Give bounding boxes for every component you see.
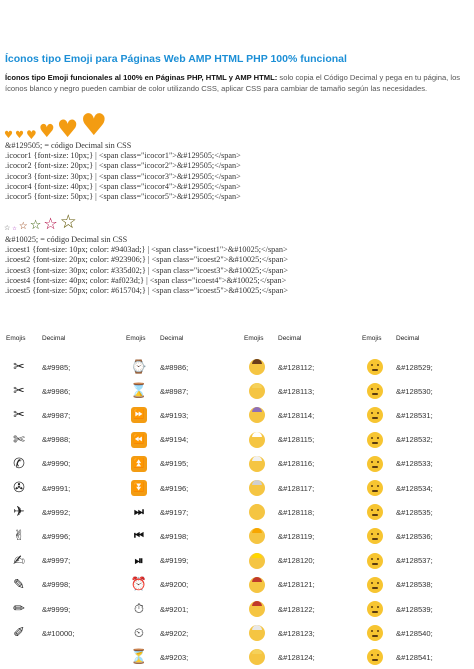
writing-hand-icon: ✍ — [13, 552, 25, 569]
decimal-code: &#128118; — [278, 507, 315, 517]
table-row — [242, 379, 354, 403]
table-row — [4, 452, 116, 476]
table-row — [360, 621, 472, 645]
man-turban-icon-shape — [249, 432, 265, 448]
table-row — [4, 379, 116, 403]
fast-forward-icon — [124, 403, 154, 427]
person-blond-icon-shape — [249, 383, 265, 399]
code-line: .icoest4 {font-size: 40px; color: #af023d;} | <span class="icoest4">&#10025;</span> — [5, 275, 287, 285]
watch-icon-glyph: ⌚ — [130, 359, 148, 375]
stopwatch-icon — [124, 597, 154, 621]
table-row — [124, 645, 236, 669]
table-row — [242, 549, 354, 573]
squinting-face-tongue-icon-shape — [367, 649, 383, 665]
old-woman-icon-shape — [249, 480, 265, 496]
hourglass-icon — [124, 379, 154, 403]
princess-icon — [242, 549, 272, 573]
fast-down-icon — [124, 476, 154, 500]
decimal-code: &#9201; — [160, 604, 189, 614]
code-line: .icoest1 {font-size: 10px; color: #9403ad;} | <span class="icoest1">&#10025;</span> — [5, 245, 288, 255]
decimal-code: &#9992; — [42, 507, 71, 517]
decimal-code: &#9997; — [42, 556, 71, 566]
table-row — [242, 524, 354, 548]
decimal-code: &#128124; — [278, 652, 315, 662]
baby-icon-shape — [249, 504, 265, 520]
star-icon: ☆ — [18, 221, 28, 232]
previous-track-icon — [124, 524, 154, 548]
decimal-code: &#128541; — [396, 652, 433, 662]
construction-worker-icon — [242, 524, 272, 548]
code-line: .icoest5 {font-size: 50px; color: #615704;} | <span class="icoest5">&#10025;</span> — [5, 285, 289, 295]
decimal-code: &#128540; — [396, 628, 433, 638]
decimal-code: &#8987; — [160, 386, 189, 396]
code-line: .icocor2 {font-size: 20px;} | <span class="icocor2">&#129505;</span> — [5, 161, 241, 171]
kissing-closed-eyes-icon-shape — [367, 577, 383, 593]
woman-icon-shape — [249, 359, 265, 375]
ghost-icon — [242, 621, 272, 645]
decimal-code: &#128536; — [396, 531, 433, 541]
fast-reverse-icon — [124, 428, 154, 452]
table-row — [4, 403, 116, 427]
decimal-code: &#9197; — [160, 507, 189, 517]
decimal-column-header: Decimal — [278, 335, 302, 342]
decimal-code: &#9202; — [160, 628, 189, 638]
heart-icon: ♥ — [38, 121, 55, 142]
decimal-code: &#9990; — [42, 459, 71, 469]
emojis-column-header: Emojis — [362, 335, 382, 342]
table-row — [124, 621, 236, 645]
table-row — [360, 573, 472, 597]
table-row — [360, 452, 472, 476]
hourglass-icon-glyph: ⌛ — [130, 383, 148, 400]
table-row — [360, 549, 472, 573]
fast-forward-icon-glyph: ⏩ — [131, 407, 147, 423]
code-line: .icocor4 {font-size: 40px;} | <span class="icocor4">&#129505;</span> — [5, 181, 241, 191]
decimal-code: &#9987; — [42, 410, 71, 420]
table-row — [242, 403, 354, 427]
confounded-face-icon — [360, 476, 390, 500]
table-row — [124, 355, 236, 379]
unamused-face-icon — [360, 379, 390, 403]
table-row — [360, 500, 472, 524]
victory-hand-icon: ✌ — [13, 528, 25, 545]
decimal-code: &#128537; — [396, 556, 433, 566]
fast-up-icon-glyph: ⏫ — [131, 456, 147, 472]
decimal-code: &#128123; — [278, 628, 315, 638]
decimal-code: &#128115; — [278, 435, 315, 445]
intro-paragraph — [5, 72, 465, 94]
decimal-code: &#9200; — [160, 580, 189, 590]
confounded-face-icon-shape — [367, 480, 383, 496]
play-pause-icon — [124, 549, 154, 573]
decimal-code: &#9985; — [42, 362, 71, 372]
old-man-icon-shape — [249, 456, 265, 472]
decimal-code: &#128119; — [278, 531, 315, 541]
table-row — [124, 476, 236, 500]
code-line: .icocor5 {font-size: 50px;} | <span class="icocor5">&#129505;</span> — [5, 191, 241, 201]
decimal-code: &#9198; — [160, 531, 189, 541]
star-icon: ☆ — [12, 226, 17, 232]
person-blond-icon — [242, 379, 272, 403]
star-icon: ☆ — [59, 211, 77, 233]
face-tongue-icon-shape — [367, 601, 383, 617]
woman-icon — [242, 355, 272, 379]
table-row — [4, 500, 116, 524]
pencil-icon: ✎ — [13, 576, 25, 593]
star-icon: ☆ — [43, 214, 58, 233]
table-row — [360, 476, 472, 500]
downcast-face-sweat-icon-shape — [367, 407, 383, 423]
decimal-code: &#128535; — [396, 507, 433, 517]
decimal-code: &#128538; — [396, 580, 433, 590]
decimal-code: &#9199; — [160, 556, 189, 566]
table-row — [242, 355, 354, 379]
winking-face-tongue-icon-shape — [367, 625, 383, 641]
man-cap-icon — [242, 403, 272, 427]
kissing-face-icon — [360, 500, 390, 524]
table-row — [4, 621, 116, 645]
construction-worker-icon-shape — [249, 528, 265, 544]
table-row — [124, 500, 236, 524]
decimal-code: &#128114; — [278, 410, 315, 420]
next-track-icon — [124, 500, 154, 524]
hourglass-flowing-icon — [124, 645, 154, 669]
airplane-icon: ✇ — [13, 480, 25, 496]
decimal-column-header: Decimal — [396, 335, 420, 342]
face-blowing-kiss-icon — [360, 524, 390, 548]
decimal-code: &#9203; — [160, 652, 189, 662]
decimal-code: &#9999; — [42, 604, 71, 614]
decimal-code: &#128532; — [396, 435, 433, 445]
alarm-clock-icon-glyph: ⏰ — [130, 577, 148, 593]
heart-icon: ♥ — [4, 130, 13, 141]
face-tongue-icon — [360, 597, 390, 621]
table-row — [124, 549, 236, 573]
scissors-icon: ✂ — [13, 407, 25, 424]
squinting-face-tongue-icon — [360, 645, 390, 669]
alarm-clock-icon — [124, 573, 154, 597]
unamused-face-icon-shape — [367, 383, 383, 399]
timer-clock-icon — [124, 621, 154, 645]
stars-samples — [4, 212, 77, 232]
man-cap-icon-shape — [249, 407, 265, 423]
star-icon: ☆ — [29, 218, 42, 233]
decimal-code: &#8986; — [160, 362, 189, 372]
intro-bold: Íconos tipo Emoji funcionales al 100% en Páginas PHP, HTML y AMP HTML: — [5, 73, 278, 82]
fast-reverse-icon-glyph: ⏪ — [131, 432, 147, 448]
table-row — [360, 524, 472, 548]
decimal-column-header: Decimal — [42, 335, 66, 342]
decimal-code: &#9194; — [160, 435, 189, 445]
man-turban-icon — [242, 428, 272, 452]
table-row — [124, 597, 236, 621]
decimal-code: &#128539; — [396, 604, 433, 614]
decimal-code: &#128112; — [278, 362, 315, 372]
decimal-code: &#128116; — [278, 459, 315, 469]
table-row — [242, 428, 354, 452]
table-row — [4, 524, 116, 548]
hearts-samples — [4, 108, 108, 143]
table-row — [4, 476, 116, 500]
table-row — [4, 549, 116, 573]
baby-angel-icon — [242, 645, 272, 669]
downcast-face-sweat-icon — [360, 403, 390, 427]
decimal-code: &#128534; — [396, 483, 433, 493]
code-line: &#10025; = código Decimal sin CSS — [5, 235, 128, 244]
old-man-icon — [242, 452, 272, 476]
table-row — [242, 573, 354, 597]
heart-icon: ♥ — [80, 108, 108, 143]
decimal-code: &#9986; — [42, 386, 71, 396]
decimal-code: &#128122; — [278, 604, 315, 614]
telephone-icon: ✆ — [13, 455, 25, 472]
table-row — [360, 379, 472, 403]
hearts-code-block — [5, 141, 241, 202]
heart-icon: ♥ — [14, 130, 24, 141]
unamused-face-icon — [360, 355, 390, 379]
play-pause-icon-glyph: ⏯ — [134, 553, 144, 567]
winking-face-tongue-icon — [360, 621, 390, 645]
watch-icon — [124, 355, 154, 379]
table-row — [242, 500, 354, 524]
pencil-icon: ✏ — [13, 601, 25, 617]
page-title: Íconos tipo Emoji para Páginas Web AMP HTML PHP 100% funcional — [5, 53, 347, 65]
fast-down-icon-glyph: ⏬ — [131, 480, 147, 496]
table-row — [242, 476, 354, 500]
decimal-code: &#128533; — [396, 459, 433, 469]
table-row — [242, 452, 354, 476]
decimal-code: &#10000; — [42, 628, 75, 638]
emojis-column-header: Emojis — [244, 335, 264, 342]
code-line: &#129505; = código Decimal sin CSS — [5, 141, 132, 150]
table-row — [124, 524, 236, 548]
table-row — [4, 573, 116, 597]
goblin-icon-shape — [249, 601, 265, 617]
hourglass-flowing-icon-glyph: ⏳ — [130, 649, 148, 666]
code-line: .icoest3 {font-size: 30px; color: #335d02;} | <span class="icoest3">&#10025;</span> — [5, 265, 289, 275]
airplane-icon: ✈ — [13, 504, 25, 521]
scissors-icon: ✂ — [13, 383, 25, 400]
decimal-code: &#9988; — [42, 435, 71, 445]
decimal-code: &#128121; — [278, 580, 315, 590]
heart-icon: ♥ — [25, 128, 37, 142]
table-row — [360, 597, 472, 621]
decimal-column-header: Decimal — [160, 335, 184, 342]
decimal-code: &#128117; — [278, 483, 315, 493]
kissing-closed-eyes-icon — [360, 573, 390, 597]
ogre-icon-shape — [249, 577, 265, 593]
princess-icon-shape — [249, 553, 265, 569]
table-row — [124, 573, 236, 597]
pensive-face-icon — [360, 428, 390, 452]
table-row — [242, 645, 354, 669]
timer-clock-icon-glyph: ⏲ — [133, 625, 145, 641]
pensive-face-icon-shape — [367, 432, 383, 448]
pen-nib-icon: ✐ — [13, 625, 25, 642]
confused-face-icon-shape — [367, 456, 383, 472]
next-track-icon-glyph: ⏭ — [134, 505, 144, 519]
stopwatch-icon-glyph: ⏱ — [133, 601, 145, 617]
intro-text: solo copia el Código Decimal y pega en tu página, los íconos blanco y negro pueden cambiar de color utilizando CSS, aplicar CSS para cambiar de tamaño según las necesidades. — [5, 73, 461, 93]
baby-icon — [242, 500, 272, 524]
table-row — [360, 403, 472, 427]
kissing-smiling-eyes-icon-shape — [367, 553, 383, 569]
ghost-icon-shape — [249, 625, 265, 641]
table-row — [124, 379, 236, 403]
decimal-code: &#9193; — [160, 410, 189, 420]
code-line: .icocor1 {font-size: 10px;} | <span class="icocor1">&#129505;</span> — [5, 151, 241, 161]
code-line: .icocor3 {font-size: 30px;} | <span class="icocor3">&#129505;</span> — [5, 171, 241, 181]
table-row — [124, 403, 236, 427]
code-line: .icoest2 {font-size: 20px; color: #923906;} | <span class="icoest2">&#10025;</span> — [5, 255, 289, 265]
stars-code-block — [5, 235, 288, 296]
face-blowing-kiss-icon-shape — [367, 528, 383, 544]
old-woman-icon — [242, 476, 272, 500]
decimal-code: &#9195; — [160, 459, 189, 469]
table-row — [124, 428, 236, 452]
table-row — [4, 428, 116, 452]
table-row — [360, 645, 472, 669]
decimal-code: &#128531; — [396, 410, 433, 420]
decimal-code: &#9998; — [42, 580, 71, 590]
scissors-icon: ✄ — [13, 431, 25, 448]
decimal-code: &#128529; — [396, 362, 433, 372]
decimal-code: &#9196; — [160, 483, 189, 493]
decimal-code: &#128120; — [278, 556, 315, 566]
goblin-icon — [242, 597, 272, 621]
previous-track-icon-glyph: ⏮ — [134, 529, 144, 543]
decimal-code: &#128530; — [396, 386, 433, 396]
decimal-code: &#9996; — [42, 531, 71, 541]
table-row — [360, 355, 472, 379]
confused-face-icon — [360, 452, 390, 476]
emojis-column-header: Emojis — [126, 335, 146, 342]
decimal-code: &#128113; — [278, 386, 315, 396]
star-icon: ☆ — [4, 224, 11, 232]
ogre-icon — [242, 573, 272, 597]
kissing-face-icon-shape — [367, 504, 383, 520]
decimal-code: &#9991; — [42, 483, 71, 493]
emojis-column-header: Emojis — [6, 335, 26, 342]
baby-angel-icon-shape — [249, 649, 265, 665]
kissing-smiling-eyes-icon — [360, 549, 390, 573]
table-row — [360, 428, 472, 452]
fast-up-icon — [124, 452, 154, 476]
table-row — [242, 597, 354, 621]
table-row — [124, 452, 236, 476]
table-row — [242, 621, 354, 645]
unamused-face-icon-shape — [367, 359, 383, 375]
heart-icon: ♥ — [56, 115, 79, 143]
scissors-icon: ✂ — [13, 359, 25, 375]
table-row — [4, 355, 116, 379]
table-row — [4, 597, 116, 621]
